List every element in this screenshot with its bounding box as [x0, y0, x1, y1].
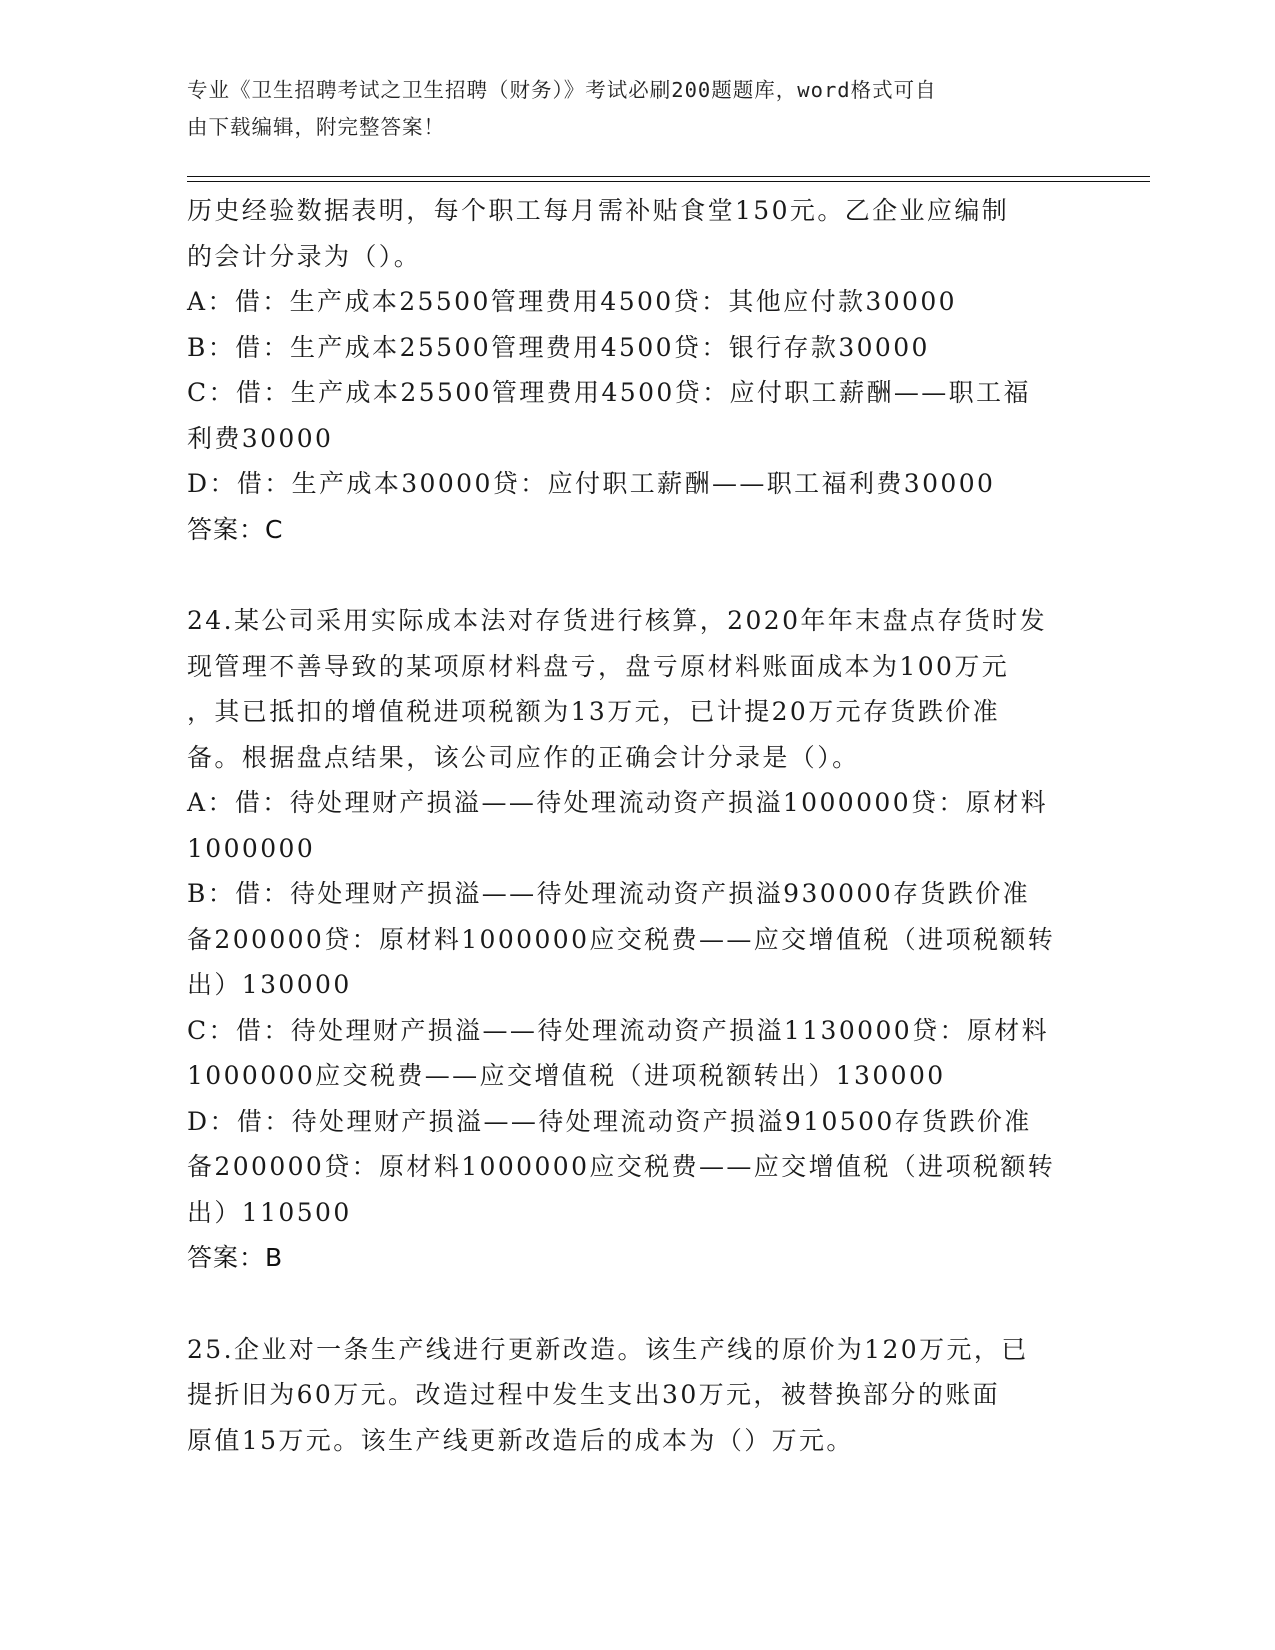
question-text-line: 备。根据盘点结果，该公司应作的正确会计分录是（）。 [187, 742, 860, 772]
question-text-line: 提折旧为60万元。改造过程中发生支出30万元，被替换部分的账面 [187, 1380, 1001, 1409]
question-text-line: 的会计分录为（）。 [187, 241, 422, 271]
question-text-line: ，其已抵扣的增值税进项税额为13万元，已计提20万元存货跌价准 [187, 697, 1001, 726]
header-line: 专业《卫生招聘考试之卫生招聘（财务）》考试必刷200题题库，word格式可自 [187, 78, 937, 102]
option-a: A：借：待处理财产损溢——待处理流动资产损溢1000000贷：原材料 [187, 788, 1048, 817]
answer-label: 答案：B [187, 1243, 284, 1272]
option-a-continued: 1000000 [187, 833, 316, 863]
question-text-line: 24.某公司采用实际成本法对存货进行核算，2020年年末盘点存货时发 [187, 606, 1047, 635]
option-b: B：借：待处理财产损溢——待处理流动资产损溢930000存货跌价准 [187, 879, 1031, 908]
question-25 [187, 1327, 1107, 1464]
document-header [187, 72, 1067, 146]
option-c: C：借：待处理财产损溢——待处理流动资产损溢1130000贷：原材料 [187, 1015, 1050, 1045]
option-c-continued: 利费30000 [187, 423, 334, 453]
question-text-line: 现管理不善导致的某项原材料盘亏，盘亏原材料账面成本为100万元 [187, 651, 1010, 681]
option-d-continued: 出）110500 [187, 1197, 352, 1227]
question-text-line: 25.企业对一条生产线进行更新改造。该生产线的原价为120万元，已 [187, 1334, 1029, 1364]
option-b: B：借：生产成本25500管理费用4500贷：银行存款30000 [187, 332, 930, 362]
option-d: D：借：待处理财产损溢——待处理流动资产损溢910500存货跌价准 [187, 1106, 1032, 1136]
question-23 [187, 188, 1107, 553]
option-d-continued: 备200000贷：原材料1000000应交税费——应交增值税（进项税额转 [187, 1152, 1056, 1181]
option-c-continued: 1000000应交税费——应交增值税（进项税额转出）130000 [187, 1061, 946, 1090]
option-d: D：借：生产成本30000贷：应付职工薪酬——职工福利费30000 [187, 469, 996, 498]
option-a: A：借：生产成本25500管理费用4500贷：其他应付款30000 [187, 287, 957, 316]
header-line: 由下载编辑，附完整答案！ [187, 115, 445, 139]
option-b-continued: 出）130000 [187, 970, 352, 999]
question-text-line: 原值15万元。该生产线更新改造后的成本为（）万元。 [187, 1425, 854, 1455]
header-rule-top [187, 176, 1150, 177]
question-content [187, 188, 1107, 1463]
question-24 [187, 598, 1107, 1281]
answer-label: 答案：C [187, 514, 284, 544]
option-c: C：借：生产成本25500管理费用4500贷：应付职工薪酬——职工福 [187, 378, 1031, 407]
spacer [187, 1281, 1107, 1327]
header-rule-bottom [187, 181, 1150, 182]
option-b-continued: 备200000贷：原材料1000000应交税费——应交增值税（进项税额转 [187, 924, 1056, 954]
question-text-line: 历史经验数据表明，每个职工每月需补贴食堂150元。乙企业应编制 [187, 196, 1010, 225]
spacer [187, 553, 1107, 599]
